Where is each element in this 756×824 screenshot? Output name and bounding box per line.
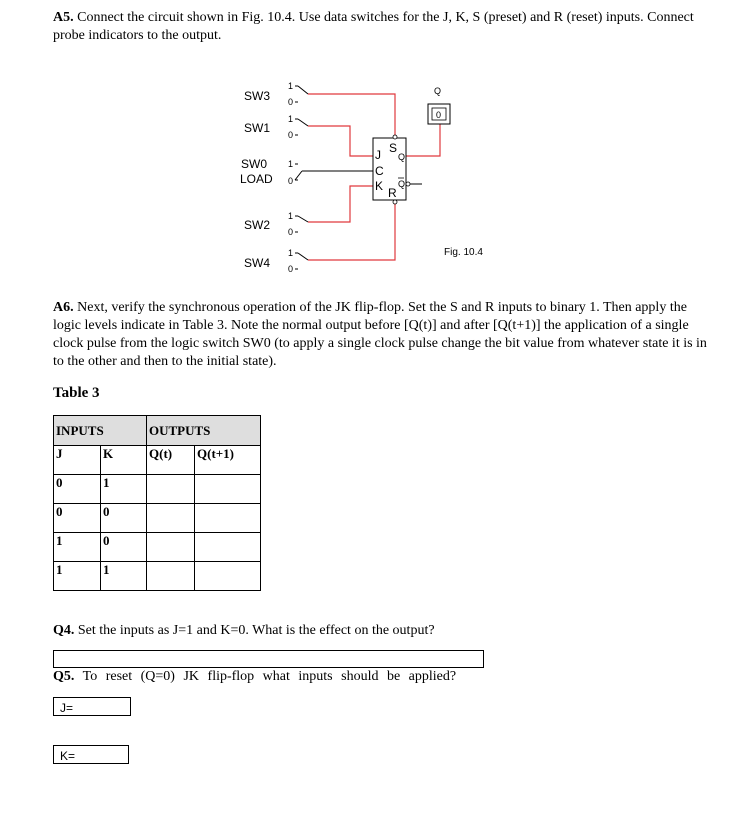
q5-text: To reset (Q=0) JK flip-flop what inputs should be applied?: [74, 669, 457, 684]
figure-caption: Fig. 10.4: [444, 247, 483, 258]
table-row: [54, 504, 261, 533]
sw1-one: 1: [288, 114, 294, 124]
table-row: [54, 533, 261, 562]
cell-j: 1: [54, 562, 101, 591]
cell-qt1[interactable]: [195, 533, 261, 562]
probe-value: 0: [436, 110, 442, 120]
wire-sw1-j: [308, 126, 373, 156]
q5-question: [53, 668, 513, 686]
cell-qt[interactable]: [147, 533, 195, 562]
wire-sw3-s: [308, 94, 395, 138]
col-j-header: J: [54, 446, 101, 475]
ff-q-pin: Q: [398, 152, 406, 162]
cell-qt1[interactable]: [195, 475, 261, 504]
probe-indicator: [428, 86, 450, 124]
sw4-one: 1: [288, 248, 294, 258]
sw3-one: 1: [288, 81, 294, 91]
sw0-zero: 0: [288, 176, 294, 186]
j-answer-field[interactable]: J=: [53, 697, 131, 716]
a6-instruction: [53, 299, 713, 371]
cell-qt[interactable]: [147, 475, 195, 504]
group-header-row: [54, 416, 261, 446]
ff-s-pin: S: [389, 141, 398, 155]
circuit-figure: [230, 74, 530, 284]
ff-j-pin: J: [375, 148, 381, 162]
q5-number: Q5.: [53, 669, 75, 684]
switch-sw2-label: SW2: [244, 218, 271, 232]
wire-sw2-k: [308, 186, 373, 222]
col-k-header: K: [101, 446, 147, 475]
col-qt-header: Q(t): [147, 446, 195, 475]
sw1-zero: 0: [288, 130, 294, 140]
switch-sw2: [288, 211, 308, 237]
sw4-zero: 0: [288, 264, 294, 274]
wire-sw4-r: [308, 204, 395, 260]
q4-question: [53, 622, 435, 640]
column-header-row: [54, 446, 261, 475]
table-row: [54, 475, 261, 504]
switch-sw4-label: SW4: [244, 256, 271, 270]
cell-qt1[interactable]: [195, 562, 261, 591]
sw2-one: 1: [288, 211, 294, 221]
cell-qt1[interactable]: [195, 504, 261, 533]
table-title: Table 3: [53, 385, 100, 401]
ff-r-pin: R: [388, 186, 397, 200]
a6-text: Next, verify the synchronous operation of the JK flip-flop. Set the S and R inputs to binary 1. Then apply the logic levels indicate in Table 3. Note the normal output before [Q(t)] and after [Q(t+1)] the application of a single clock pulse from the logic switch SW0 (to apply a single clock pulse change the bit value from whatever state it is in to the other and then to the initial state).: [53, 300, 707, 369]
a5-number: A5.: [53, 10, 74, 25]
cell-qt[interactable]: [147, 562, 195, 591]
cell-k: 0: [101, 504, 147, 533]
switch-sw4: [288, 248, 308, 274]
sw3-zero: 0: [288, 97, 294, 107]
cell-k: 0: [101, 533, 147, 562]
probe-label: Q: [434, 86, 442, 96]
cell-j: 0: [54, 475, 101, 504]
cell-k: 1: [101, 475, 147, 504]
a6-number: A6.: [53, 300, 74, 315]
wires: [302, 94, 440, 260]
truth-table: [53, 415, 261, 591]
switch-sw1: [288, 114, 308, 140]
jk-flipflop: [373, 135, 410, 204]
cell-j: 0: [54, 504, 101, 533]
col-qt1-header: Q(t+1): [195, 446, 261, 475]
sw2-zero: 0: [288, 227, 294, 237]
q4-answer-field[interactable]: [53, 650, 484, 668]
q4-number: Q4.: [53, 623, 75, 638]
cell-j: 1: [54, 533, 101, 562]
k-answer-field[interactable]: K=: [53, 745, 129, 764]
table-row: [54, 562, 261, 591]
a5-text: Connect the circuit shown in Fig. 10.4. Use data switches for the J, K, S (preset) and R (reset) inputs. Connect probe indicators to the output.: [53, 10, 694, 43]
ff-k-pin: K: [375, 179, 384, 193]
switch-load-label: LOAD: [240, 172, 273, 186]
outputs-header: OUTPUTS: [147, 416, 261, 446]
switch-sw3: [288, 81, 308, 107]
switch-sw1-label: SW1: [244, 121, 271, 135]
sw0-one: 1: [288, 159, 294, 169]
inputs-header: INPUTS: [54, 416, 147, 446]
ff-c-pin: C: [375, 164, 384, 178]
a5-instruction: [53, 9, 703, 45]
q4-text: Set the inputs as J=1 and K=0. What is the effect on the output?: [74, 623, 435, 638]
switch-sw0-label: SW0: [241, 157, 268, 171]
switch-sw0: [288, 159, 302, 186]
ff-qbar-pin: Q: [398, 179, 406, 189]
switch-sw3-label: SW3: [244, 89, 271, 103]
wire-q-probe: [406, 124, 440, 156]
cell-qt[interactable]: [147, 504, 195, 533]
cell-k: 1: [101, 562, 147, 591]
